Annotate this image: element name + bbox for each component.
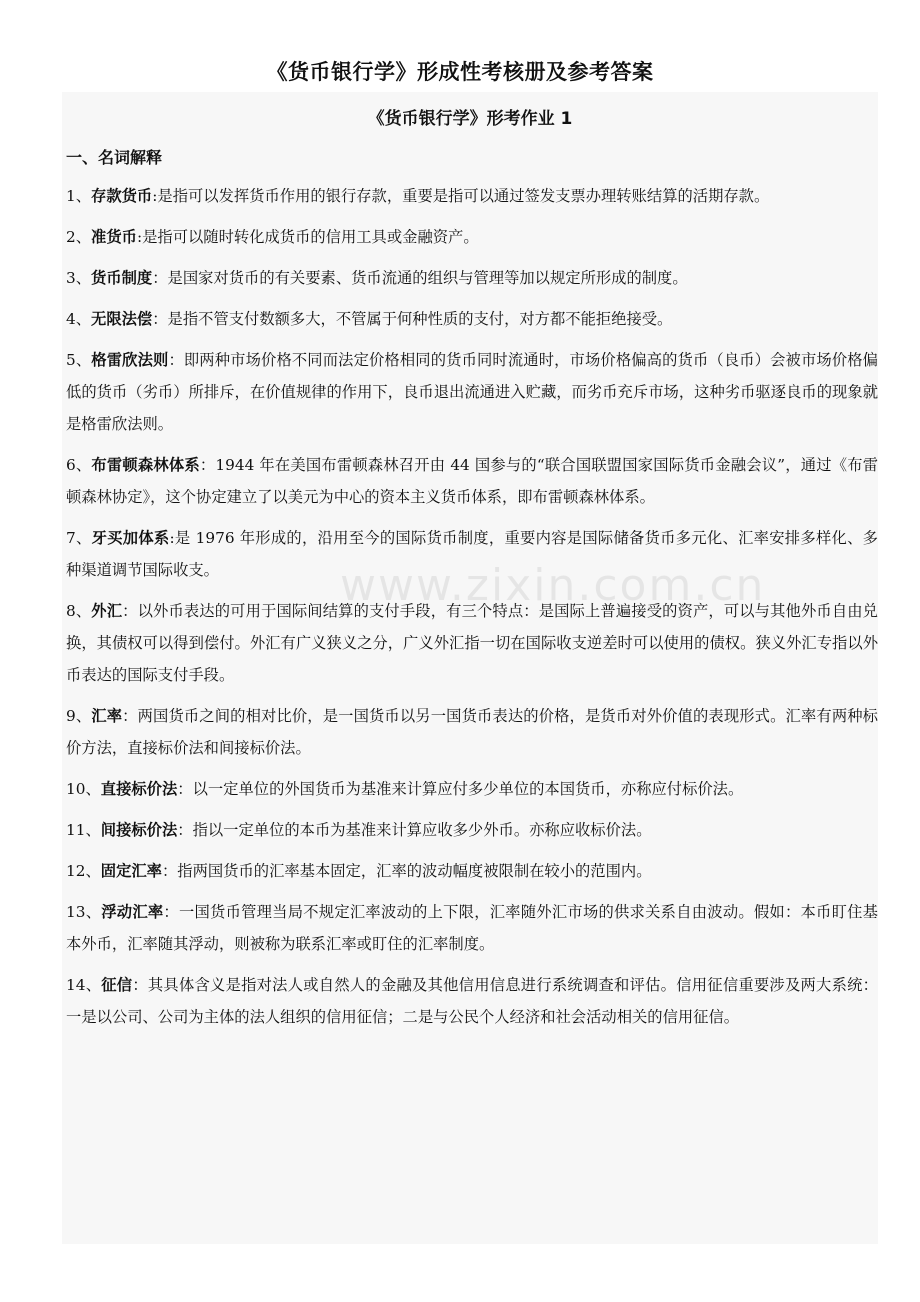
term-item: [66, 180, 878, 212]
term-item: [66, 969, 878, 1033]
term-name: 征信: [101, 976, 133, 994]
term-definition: 是指不管支付数额多大，不管属于何种性质的支付，对方都不能拒绝接受。: [167, 310, 673, 328]
term-definition-list: [66, 180, 878, 1042]
term-definition: 指以一定单位的本币为基准来计算应收多少外币。亦称应收标价法。: [192, 821, 652, 839]
term-number: 7、: [66, 529, 92, 547]
term-number: 10、: [66, 780, 101, 798]
term-name: 汇率: [91, 707, 123, 725]
term-name: 准货币: [91, 228, 137, 246]
term-number: 2、: [66, 228, 92, 246]
term-definition: 是 1976 年形成的，沿用至今的国际货币制度，重要内容是国际储备货币多元化、汇率安排多样化、多种渠道调节国际收支。: [66, 529, 878, 579]
term-number: 6、: [66, 456, 92, 474]
term-item: [66, 773, 878, 805]
term-number: 8、: [66, 602, 92, 620]
term-name: 布雷顿森林体系: [91, 456, 200, 474]
term-item: [66, 595, 878, 691]
term-name: 浮动汇率: [101, 903, 164, 921]
term-item: [66, 344, 878, 440]
term-name: 直接标价法: [100, 780, 178, 798]
page-title: 《货币银行学》形成性考核册及参考答案: [266, 60, 654, 84]
term-separator: ：: [161, 862, 178, 880]
term-item: [66, 700, 878, 764]
term-item: [66, 303, 878, 335]
term-separator: ：: [132, 976, 148, 994]
term-number: 14、: [66, 976, 102, 994]
term-separator: ：: [152, 269, 168, 287]
term-separator: :: [152, 187, 158, 205]
term-definition: 1944 年在美国布雷顿森林召开由 44 国参与的“联合国联盟国家国际货币金融会议”，通过《布雷顿森林协定》，这个协定建立了以美元为中心的资本主义货币体系，即布雷顿森林体系。: [66, 456, 878, 506]
assignment-subtitle: 《货币银行学》形考作业 1: [367, 109, 573, 129]
term-item: [66, 262, 878, 294]
term-separator: ：: [152, 310, 168, 328]
term-name: 格雷欣法则: [91, 351, 169, 369]
term-name: 牙买加体系: [91, 529, 170, 547]
term-separator: ：: [122, 707, 138, 725]
term-definition: 是指可以随时转化成货币的信用工具或金融资产。: [142, 228, 479, 246]
term-separator: ：: [163, 903, 179, 921]
term-separator: ：: [199, 456, 216, 474]
term-number: 3、: [66, 269, 92, 287]
term-item: [66, 522, 878, 586]
term-name: 固定汇率: [100, 862, 162, 880]
term-separator: ：: [177, 780, 193, 798]
term-item: [66, 896, 878, 960]
term-separator: ：: [168, 351, 184, 369]
term-name: 无限法偿: [91, 310, 153, 328]
term-definition: 一国货币管理当局不规定汇率波动的上下限，汇率随外汇市场的供求关系自由波动。假如：本币盯住基本外币，汇率随其浮动，则被称为联系汇率或盯住的汇率制度。: [66, 903, 878, 953]
term-name: 间接标价法: [100, 821, 178, 839]
term-name: 货币制度: [91, 269, 153, 287]
term-separator: :: [169, 529, 175, 547]
term-item: [66, 814, 878, 846]
term-number: 13、: [66, 903, 102, 921]
term-number: 12、: [66, 862, 101, 880]
term-definition: 其具体含义是指对法人或自然人的金融及其他信用信息进行系统调查和评估。信用征信重要涉及两大系统：一是以公司、公司为主体的法人组织的信用征信；二是与公民个人经济和社会活动相关的信用征信。: [66, 976, 878, 1026]
term-definition: 是国家对货币的有关要素、货币流通的组织与管理等加以规定所形成的制度。: [167, 269, 688, 287]
term-separator: ：: [177, 821, 193, 839]
term-name: 外汇: [91, 602, 123, 620]
term-name: 存款货币: [91, 187, 153, 205]
assignment-content: [62, 92, 878, 1244]
term-number: 5、: [66, 351, 92, 369]
term-number: 1、: [66, 187, 92, 205]
term-definition: 指两国货币的汇率基本固定，汇率的波动幅度被限制在较小的范围内。: [177, 862, 652, 880]
term-definition: 以一定单位的外国货币为基准来计算应付多少单位的本国货币，亦称应付标价法。: [192, 780, 744, 798]
term-definition: 即两种市场价格不同而法定价格相同的货币同时流通时，市场价格偏高的货币（良币）会被市场价格偏低的货币（劣币）所排斥，在价值规律的作用下，良币退出流通进入贮藏，而劣币充斥市场，这种劣币驱逐良币的现象就是格雷欣法则。: [66, 351, 878, 433]
term-definition: 两国货币之间的相对比价，是一国货币以另一国货币表达的价格，是货币对外价值的表现形式。汇率有两种标价方法，直接标价法和间接标价法。: [66, 707, 878, 757]
term-item: [66, 855, 878, 887]
term-definition: 是指可以发挥货币作用的银行存款，重要是指可以通过签发支票办理转账结算的活期存款。: [157, 187, 770, 205]
term-item: [66, 221, 878, 253]
term-separator: ：: [122, 602, 138, 620]
term-number: 11、: [66, 821, 101, 839]
term-item: [66, 449, 878, 513]
term-separator: :: [136, 228, 143, 246]
term-number: 4、: [66, 310, 92, 328]
term-definition: 以外币表达的可用于国际间结算的支付手段，有三个特点：是国际上普遍接受的资产，可以与其他外币自由兑换，其债权可以得到偿付。外汇有广义狭义之分，广义外汇指一切在国际收支逆差时可以使用的债权。狭义外汇专指以外币表达的国际支付手段。: [66, 602, 878, 684]
section-heading: 一、名词解释: [66, 148, 163, 167]
term-number: 9、: [66, 707, 92, 725]
